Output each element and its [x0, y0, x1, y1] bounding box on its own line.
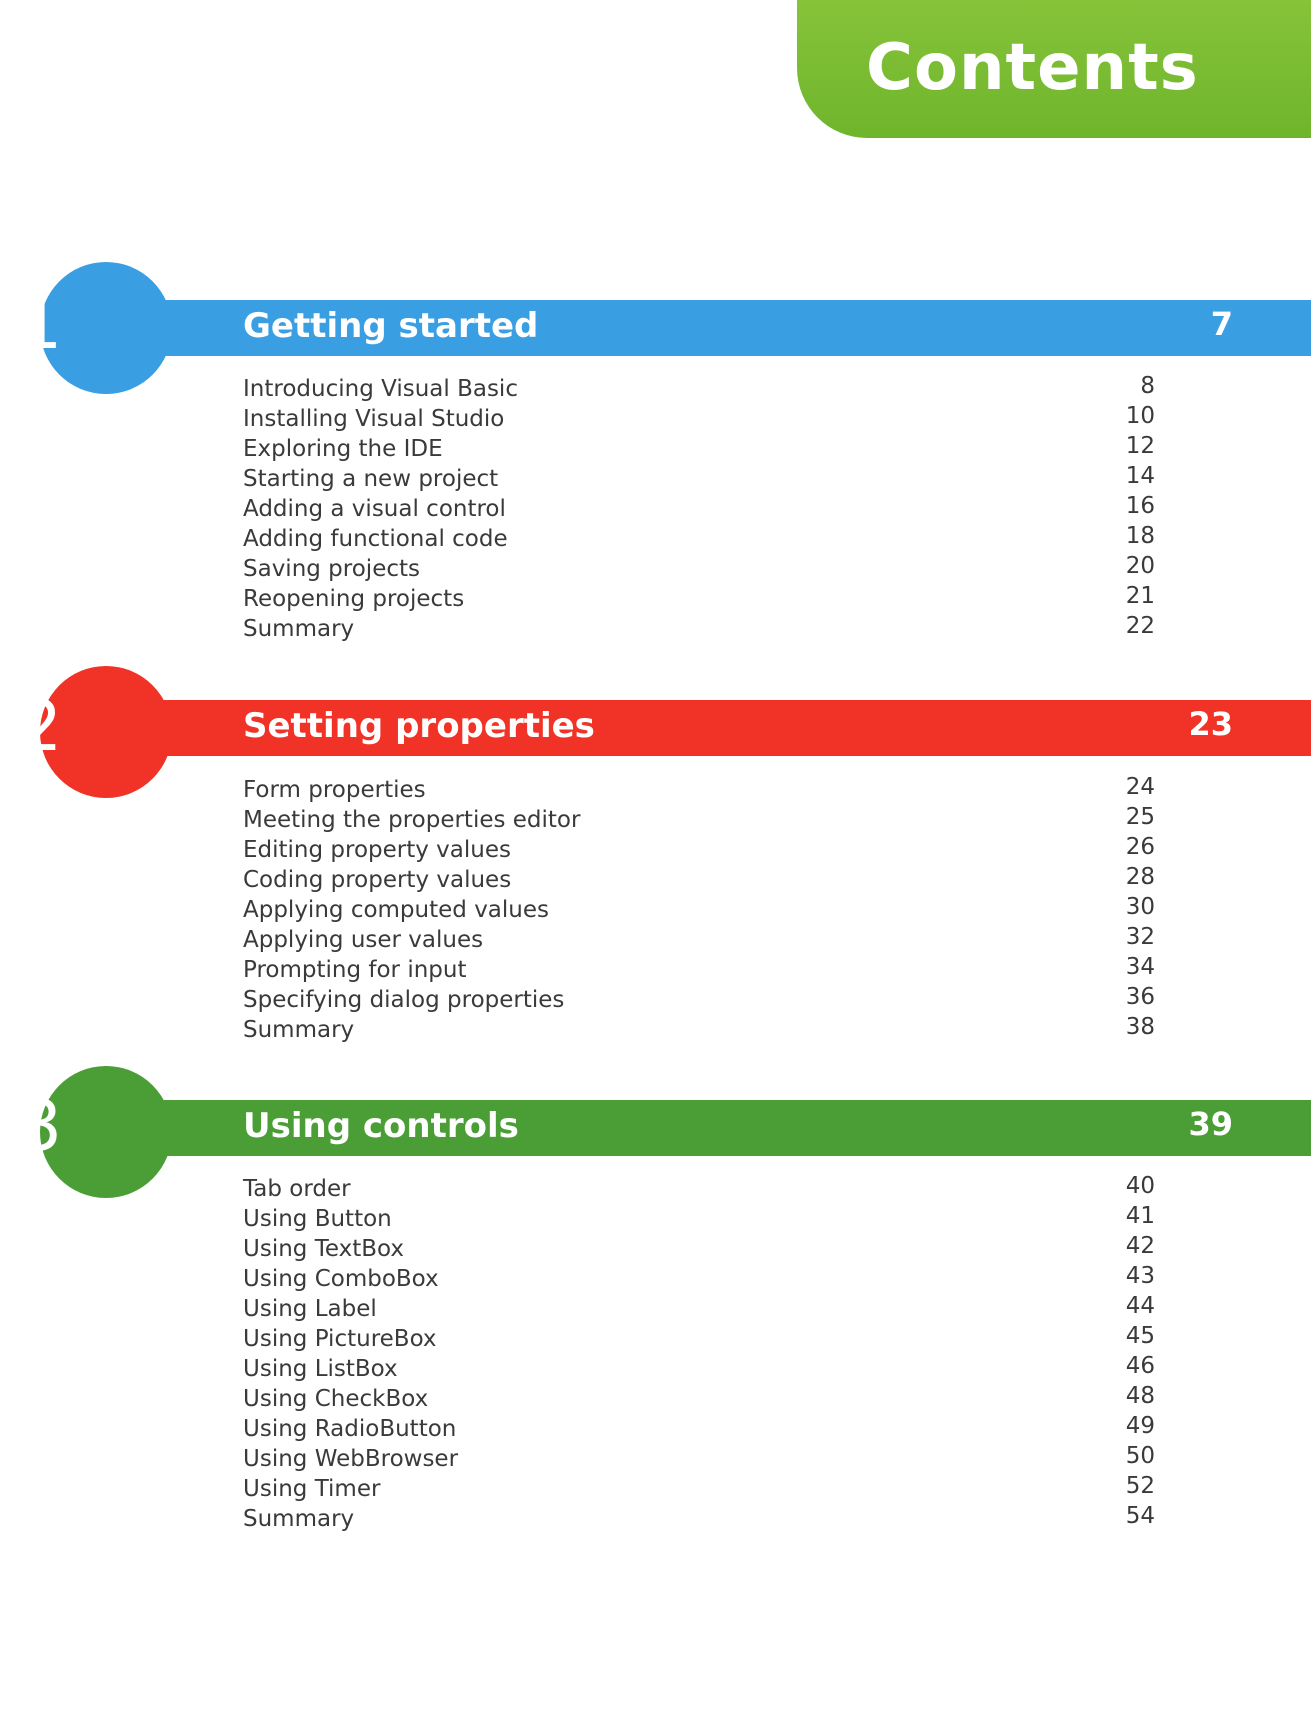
- toc-entry[interactable]: [243, 775, 1155, 805]
- toc-entry-page: 34: [1125, 954, 1155, 980]
- toc-entry-page: 42: [1125, 1233, 1155, 1259]
- toc-entry-page: 28: [1125, 864, 1155, 890]
- toc-entry[interactable]: [243, 1474, 1155, 1504]
- toc-entry-page: 45: [1125, 1323, 1155, 1349]
- toc-entry-title: Form properties: [243, 777, 426, 803]
- toc-entry-page: 52: [1125, 1473, 1155, 1499]
- toc-entry-page: 43: [1125, 1263, 1155, 1289]
- toc-entry-page: 26: [1125, 834, 1155, 860]
- toc-entry[interactable]: [243, 614, 1155, 644]
- toc-entry-title: Starting a new project: [243, 466, 499, 492]
- chapter-2-number: 2: [17, 685, 63, 767]
- toc-entry-page: 36: [1125, 984, 1155, 1010]
- toc-entry-page: 16: [1125, 493, 1155, 519]
- toc-entry-page: 22: [1125, 613, 1155, 639]
- toc-entry-title: Using CheckBox: [243, 1386, 429, 1412]
- toc-entry[interactable]: [243, 925, 1155, 955]
- chapter-1-number: 1: [17, 283, 63, 365]
- toc-entry-page: 10: [1125, 403, 1155, 429]
- toc-entry-title: Saving projects: [243, 556, 420, 582]
- toc-entry-title: Using Label: [243, 1296, 377, 1322]
- page-title: Contents: [866, 31, 1199, 105]
- toc-entry[interactable]: [243, 1504, 1155, 1534]
- toc-entry[interactable]: [243, 1234, 1155, 1264]
- toc-entry-title: Summary: [243, 616, 355, 642]
- toc-entry-page: 30: [1125, 894, 1155, 920]
- toc-entry[interactable]: [243, 1414, 1155, 1444]
- toc-entry-page: 54: [1125, 1503, 1155, 1529]
- chapter-3-title[interactable]: Using controls: [243, 1106, 519, 1146]
- toc-entry[interactable]: [243, 955, 1155, 985]
- chapter-3-header-bar[interactable]: [17, 1085, 1311, 1167]
- toc-entry-title: Adding a visual control: [243, 496, 506, 522]
- toc-entry-title: Specifying dialog properties: [243, 987, 565, 1013]
- toc-entry-page: 25: [1125, 804, 1155, 830]
- chapter-3-entries: [243, 1174, 1155, 1534]
- toc-entry-page: 24: [1125, 774, 1155, 800]
- chapter-3-page: 39: [1188, 1105, 1233, 1143]
- toc-entry[interactable]: [243, 374, 1155, 404]
- toc-entry-title: Tab order: [243, 1176, 351, 1202]
- toc-entry-title: Using Timer: [243, 1476, 381, 1502]
- toc-entry-page: 20: [1125, 553, 1155, 579]
- toc-entry-title: Coding property values: [243, 867, 512, 893]
- toc-entry-title: Editing property values: [243, 837, 511, 863]
- toc-entry[interactable]: [243, 1384, 1155, 1414]
- chapter-1-page: 7: [1210, 305, 1233, 343]
- toc-entry-page: 8: [1140, 373, 1155, 399]
- toc-entry[interactable]: [243, 404, 1155, 434]
- toc-entry[interactable]: [243, 1264, 1155, 1294]
- chapter-2-title[interactable]: Setting properties: [243, 706, 595, 746]
- toc-entry[interactable]: [243, 524, 1155, 554]
- toc-entry[interactable]: [243, 1294, 1155, 1324]
- toc-entry-page: 12: [1125, 433, 1155, 459]
- toc-entry[interactable]: [243, 494, 1155, 524]
- chapter-2-header-bar[interactable]: [17, 685, 1311, 767]
- toc-entry-page: 48: [1125, 1383, 1155, 1409]
- chapter-1-header-bar[interactable]: [17, 283, 1311, 365]
- toc-entry-page: 18: [1125, 523, 1155, 549]
- chapter-2-entries: [243, 775, 1155, 1045]
- chapter-1-title[interactable]: Getting started: [243, 306, 539, 346]
- toc-entry-title: Adding functional code: [243, 526, 508, 552]
- toc-entry[interactable]: [243, 434, 1155, 464]
- toc-entry-page: 50: [1125, 1443, 1155, 1469]
- toc-entry-title: Using WebBrowser: [243, 1446, 459, 1472]
- toc-entry[interactable]: [243, 1354, 1155, 1384]
- chapter-2-page: 23: [1188, 705, 1233, 743]
- toc-entry-page: 38: [1125, 1014, 1155, 1040]
- toc-entry-page: 44: [1125, 1293, 1155, 1319]
- toc-entry[interactable]: [243, 1174, 1155, 1204]
- toc-entry-title: Using RadioButton: [243, 1416, 457, 1442]
- toc-entry-title: Exploring the IDE: [243, 436, 443, 462]
- toc-entry-title: Reopening projects: [243, 586, 465, 612]
- chapter-3-number: 3: [17, 1085, 63, 1167]
- toc-entry[interactable]: [243, 805, 1155, 835]
- toc-entry-title: Using ComboBox: [243, 1266, 439, 1292]
- toc-entry[interactable]: [243, 895, 1155, 925]
- toc-entry-page: 40: [1125, 1173, 1155, 1199]
- toc-entry-title: Applying computed values: [243, 897, 549, 923]
- toc-entry[interactable]: [243, 1444, 1155, 1474]
- chapter-1-entries: [243, 374, 1155, 644]
- toc-entry-title: Using Button: [243, 1206, 392, 1232]
- toc-entry-title: Using ListBox: [243, 1356, 398, 1382]
- toc-entry-title: Meeting the properties editor: [243, 807, 581, 833]
- toc-entry-page: 46: [1125, 1353, 1155, 1379]
- toc-entry-page: 21: [1125, 583, 1155, 609]
- toc-entry-page: 41: [1125, 1203, 1155, 1229]
- toc-entry[interactable]: [243, 1204, 1155, 1234]
- toc-entry-title: Applying user values: [243, 927, 484, 953]
- toc-entry[interactable]: [243, 464, 1155, 494]
- toc-entry-title: Summary: [243, 1017, 355, 1043]
- toc-entry[interactable]: [243, 835, 1155, 865]
- toc-entry[interactable]: [243, 584, 1155, 614]
- toc-entry[interactable]: [243, 1324, 1155, 1354]
- toc-entry-title: Prompting for input: [243, 957, 467, 983]
- toc-entry-title: Introducing Visual Basic: [243, 376, 518, 402]
- toc-entry[interactable]: [243, 1015, 1155, 1045]
- toc-entry-title: Using PictureBox: [243, 1326, 437, 1352]
- toc-entry-title: Installing Visual Studio: [243, 406, 505, 432]
- toc-entry-page: 32: [1125, 924, 1155, 950]
- toc-entry[interactable]: [243, 865, 1155, 895]
- toc-entry-title: Using TextBox: [243, 1236, 404, 1262]
- toc-entry[interactable]: [243, 554, 1155, 584]
- toc-entry[interactable]: [243, 985, 1155, 1015]
- toc-entry-page: 14: [1125, 463, 1155, 489]
- toc-entry-page: 49: [1125, 1413, 1155, 1439]
- toc-entry-title: Summary: [243, 1506, 355, 1532]
